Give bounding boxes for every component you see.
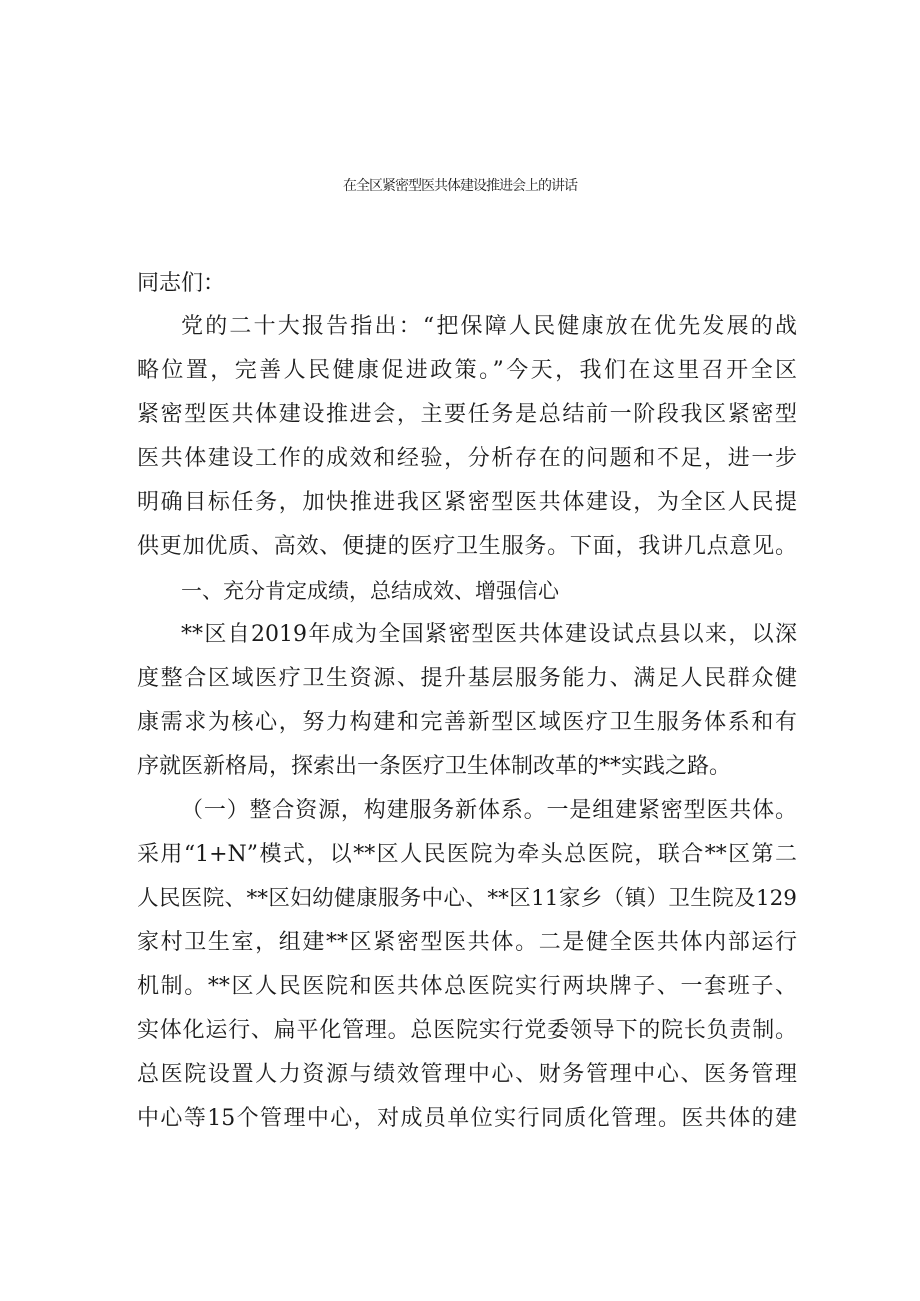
paragraph-line: 人民医院、**区妇幼健康服务中心、**区11家乡（镇）卫生院及129 <box>137 886 797 911</box>
paragraph-line: 康需求为核心，努力构建和完善新型区域医疗卫生服务体系和有 <box>137 710 797 735</box>
paragraph-line: 实体化运行、扁平化管理。总医院实行党委领导下的院长负责制。 <box>137 1018 797 1043</box>
paragraph-line: 家村卫生室，组建**区紧密型医共体。二是健全医共体内部运行 <box>137 930 797 955</box>
paragraph-line: 度整合区域医疗卫生资源、提升基层服务能力、满足人民群众健 <box>137 666 797 691</box>
paragraph-line: 序就医新格局，探索出一条医疗卫生体制改革的**实践之路。 <box>137 754 732 779</box>
paragraph-line: **区自2019年成为全国紧密型医共体建设试点县以来，以深 <box>181 622 797 647</box>
paragraph-line: 医共体建设工作的成效和经验，分析存在的问题和不足，进一步 <box>137 446 797 471</box>
section-heading: 一、充分肯定成绩，总结成效、增强信心 <box>181 579 559 603</box>
paragraph-line: 机制。**区人民医院和医共体总医院实行两块牌子、一套班子、 <box>137 974 797 999</box>
paragraph-line: 明确目标任务，加快推进我区紧密型医共体建设，为全区人民提 <box>137 490 797 515</box>
paragraph-line: 中心等15个管理中心，对成员单位实行同质化管理。医共体的建 <box>137 1106 797 1131</box>
paragraph-line: 采用“1+N”模式，以**区人民医院为牵头总医院，联合**区第二 <box>137 842 797 867</box>
paragraph-line: 紧密型医共体建设推进会，主要任务是总结前一阶段我区紧密型 <box>137 402 797 427</box>
paragraph-line: 党的二十大报告指出：“把保障人民健康放在优先发展的战 <box>181 314 797 339</box>
salutation: 同志们： <box>137 271 226 296</box>
paragraph-line: 总医院设置人力资源与绩效管理中心、财务管理中心、医务管理 <box>137 1062 797 1087</box>
paragraph-line: （一）整合资源，构建服务新体系。一是组建紧密型医共体。 <box>181 798 797 823</box>
paragraph-line: 供更加优质、高效、便捷的医疗卫生服务。下面，我讲几点意见。 <box>137 534 797 559</box>
paragraph-line: 略位置，完善人民健康促进政策。”今天，我们在这里召开全区 <box>137 358 797 383</box>
document-title: 在全区紧密型医共体建设推进会上的讲话 <box>343 178 577 194</box>
